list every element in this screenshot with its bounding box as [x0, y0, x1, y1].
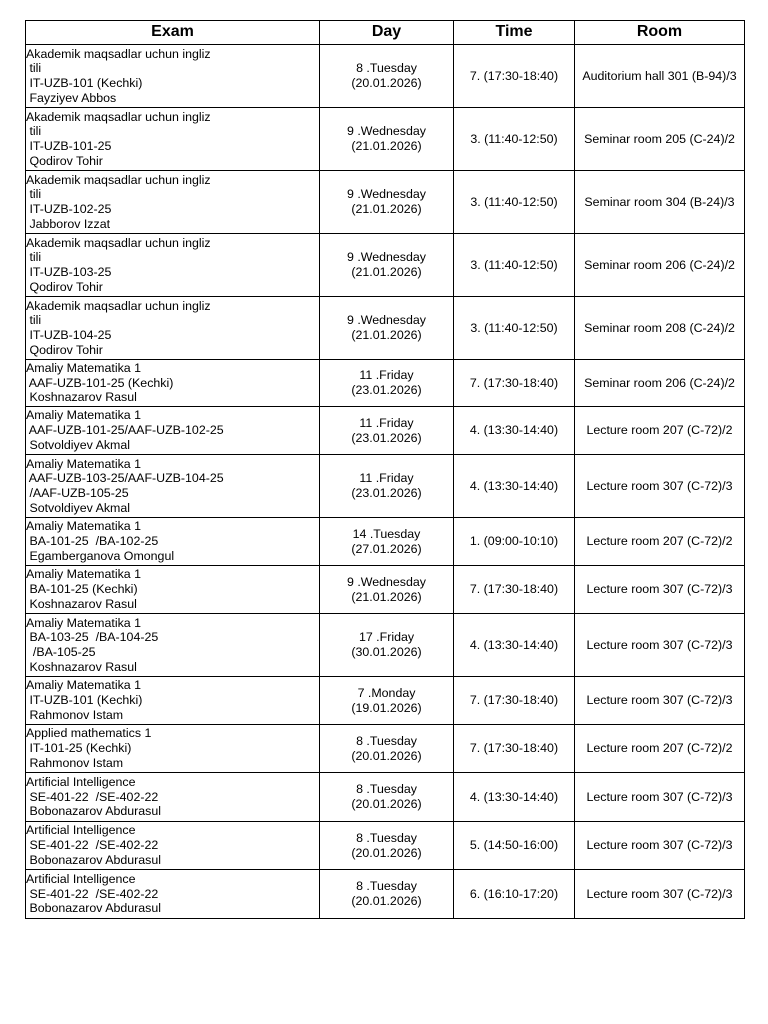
day-weekday: 8 .Tuesday — [356, 830, 417, 845]
day-date: (20.01.2026) — [351, 797, 422, 811]
day-weekday: 8 .Tuesday — [356, 782, 417, 797]
cell-time: 7. (17:30-18:40) — [454, 677, 575, 725]
table-row — [26, 234, 745, 297]
exam-line: Akademik maqsadlar uchun ingliz — [26, 298, 211, 313]
exam-line: SE-401-22 /SE-402-22 — [26, 886, 159, 901]
cell-time: 4. (13:30-14:40) — [454, 455, 575, 518]
cell-day — [320, 614, 454, 677]
exam-line: Rahmonov Istam — [26, 755, 124, 770]
cell-time: 6. (16:10-17:20) — [454, 870, 575, 919]
exam-schedule-table — [25, 20, 745, 919]
cell-day — [320, 45, 454, 108]
day-date: (23.01.2026) — [351, 430, 422, 445]
exam-line: BA-103-25 /BA-104-25 — [26, 630, 159, 645]
cell-time: 4. (13:30-14:40) — [454, 614, 575, 677]
exam-line: Sotvoldiyev Akmal — [26, 437, 130, 452]
cell-time: 1. (09:00-10:10) — [454, 518, 575, 566]
exam-line: Artificial Intelligence — [26, 871, 136, 886]
exam-line: SE-401-22 /SE-402-22 — [26, 789, 159, 804]
cell-room: Lecture room 307 (C-72)/3 — [575, 870, 745, 919]
cell-room: Seminar room 208 (C-24)/2 — [575, 297, 745, 360]
cell-exam — [26, 297, 320, 360]
table-row — [26, 171, 745, 234]
table-row — [26, 518, 745, 566]
table-row — [26, 677, 745, 725]
day-weekday: 7 .Monday — [357, 685, 416, 700]
day-date: (23.01.2026) — [351, 486, 422, 500]
cell-day — [320, 677, 454, 725]
exam-line: Akademik maqsadlar uchun ingliz — [26, 235, 211, 250]
exam-line: Amaliy Matematika 1 — [26, 678, 141, 693]
exam-line: Amaliy Matematika 1 — [26, 615, 141, 630]
day-weekday: 8 .Tuesday — [356, 61, 417, 76]
cell-day — [320, 870, 454, 919]
exam-line: tili — [26, 250, 42, 265]
day-date: (21.01.2026) — [351, 202, 422, 216]
table-row — [26, 773, 745, 822]
cell-day — [320, 171, 454, 234]
cell-time: 7. (17:30-18:40) — [454, 725, 575, 773]
cell-day — [320, 108, 454, 171]
cell-time: 3. (11:40-12:50) — [454, 234, 575, 297]
cell-time: 7. (17:30-18:40) — [454, 45, 575, 108]
cell-room: Seminar room 206 (C-24)/2 — [575, 360, 745, 407]
day-date: (19.01.2026) — [351, 700, 422, 715]
exam-line: tili — [26, 187, 42, 202]
exam-line: Bobonazarov Abdurasul — [26, 901, 162, 916]
day-date: (30.01.2026) — [351, 645, 422, 659]
day-weekday: 9 .Wednesday — [347, 313, 426, 328]
exam-line: BA-101-25 /BA-102-25 — [26, 534, 159, 549]
exam-line: AAF-UZB-101-25 (Kechki) — [26, 375, 174, 390]
table-header-row — [26, 21, 745, 45]
exam-line: Artificial Intelligence — [26, 774, 136, 789]
day-date: (20.01.2026) — [351, 748, 422, 763]
day-date: (21.01.2026) — [351, 328, 422, 342]
day-date: (27.01.2026) — [351, 541, 422, 556]
table-body — [26, 45, 745, 919]
exam-line: Koshnazarov Rasul — [26, 659, 137, 674]
cell-day — [320, 407, 454, 455]
day-date: (21.01.2026) — [351, 265, 422, 279]
exam-line: IT-UZB-101 (Kechki) — [26, 76, 143, 90]
cell-exam — [26, 234, 320, 297]
exam-line: IT-UZB-101 (Kechki) — [26, 693, 143, 708]
exam-line: Amaliy Matematika 1 — [26, 408, 141, 423]
cell-room: Lecture room 307 (C-72)/3 — [575, 566, 745, 614]
exam-line: Koshnazarov Rasul — [26, 596, 137, 611]
cell-time: 3. (11:40-12:50) — [454, 171, 575, 234]
cell-day — [320, 773, 454, 822]
cell-exam — [26, 870, 320, 919]
day-weekday: 14 .Tuesday — [352, 526, 421, 541]
exam-line: Amaliy Matematika 1 — [26, 360, 141, 375]
day-weekday: 17 .Friday — [358, 630, 415, 645]
table-row — [26, 108, 745, 171]
exam-line: AAF-UZB-103-25/AAF-UZB-104-25 — [26, 471, 224, 486]
exam-line: /BA-105-25 — [26, 645, 96, 659]
exam-line: Koshnazarov Rasul — [26, 390, 137, 405]
cell-time: 3. (11:40-12:50) — [454, 108, 575, 171]
table-row — [26, 614, 745, 677]
cell-exam — [26, 725, 320, 773]
day-weekday: 9 .Wednesday — [347, 124, 426, 139]
cell-exam — [26, 773, 320, 822]
exam-line: IT-UZB-104-25 — [26, 328, 112, 342]
cell-time: 5. (14:50-16:00) — [454, 822, 575, 870]
cell-time: 3. (11:40-12:50) — [454, 297, 575, 360]
exam-line: Fayziyev Abbos — [26, 90, 117, 105]
cell-room: Lecture room 307 (C-72)/3 — [575, 455, 745, 518]
cell-room: Lecture room 307 (C-72)/3 — [575, 614, 745, 677]
cell-day — [320, 360, 454, 407]
exam-line: Rahmonov Istam — [26, 707, 124, 722]
table-row — [26, 725, 745, 773]
cell-day — [320, 725, 454, 773]
day-date: (21.01.2026) — [351, 589, 422, 604]
exam-line: IT-101-25 (Kechki) — [26, 741, 132, 756]
cell-room: Seminar room 205 (C-24)/2 — [575, 108, 745, 171]
cell-time: 7. (17:30-18:40) — [454, 566, 575, 614]
cell-day — [320, 455, 454, 518]
header-time: Time — [454, 21, 575, 45]
cell-room: Lecture room 207 (C-72)/2 — [575, 725, 745, 773]
day-weekday: 8 .Tuesday — [356, 733, 417, 748]
cell-exam — [26, 822, 320, 870]
header-day: Day — [320, 21, 454, 45]
exam-line: Akademik maqsadlar uchun ingliz — [26, 46, 211, 61]
table-row — [26, 297, 745, 360]
cell-day — [320, 234, 454, 297]
table-row — [26, 455, 745, 518]
cell-time: 4. (13:30-14:40) — [454, 407, 575, 455]
exam-line: IT-UZB-102-25 — [26, 202, 112, 216]
cell-room: Lecture room 307 (C-72)/3 — [575, 773, 745, 822]
header-exam: Exam — [26, 21, 320, 45]
cell-room: Lecture room 307 (C-72)/3 — [575, 677, 745, 725]
cell-day — [320, 518, 454, 566]
day-date: (20.01.2026) — [351, 76, 422, 90]
day-date: (23.01.2026) — [351, 383, 422, 397]
cell-time: 4. (13:30-14:40) — [454, 773, 575, 822]
exam-line: Qodirov Tohir — [26, 279, 103, 294]
exam-line: tili — [26, 61, 42, 76]
cell-exam — [26, 566, 320, 614]
day-date: (20.01.2026) — [351, 894, 422, 908]
table-row — [26, 407, 745, 455]
day-weekday: 11 .Friday — [359, 368, 414, 383]
cell-exam — [26, 518, 320, 566]
day-weekday: 9 .Wednesday — [347, 187, 426, 202]
day-date: (21.01.2026) — [351, 139, 422, 153]
cell-exam — [26, 171, 320, 234]
cell-day — [320, 566, 454, 614]
header-room: Room — [575, 21, 745, 45]
exam-line: Bobonazarov Abdurasul — [26, 852, 162, 867]
day-weekday: 11 .Friday — [359, 415, 414, 430]
exam-line: Jabborov Izzat — [26, 216, 111, 231]
exam-line: IT-UZB-101-25 — [26, 139, 112, 153]
cell-exam — [26, 677, 320, 725]
day-weekday: 9 .Wednesday — [347, 574, 426, 589]
exam-line: Amaliy Matematika 1 — [26, 456, 141, 471]
cell-room: Auditorium hall 301 (B-94)/3 — [575, 45, 745, 108]
exam-line: Bobonazarov Abdurasul — [26, 804, 162, 819]
exam-line: Qodirov Tohir — [26, 153, 103, 168]
cell-exam — [26, 45, 320, 108]
cell-room: Seminar room 206 (C-24)/2 — [575, 234, 745, 297]
exam-line: SE-401-22 /SE-402-22 — [26, 838, 159, 853]
exam-line: BA-101-25 (Kechki) — [26, 582, 138, 597]
cell-exam — [26, 614, 320, 677]
exam-line: Artificial Intelligence — [26, 823, 136, 838]
exam-line: Egamberganova Omongul — [26, 548, 175, 563]
cell-day — [320, 822, 454, 870]
table-row — [26, 360, 745, 407]
exam-line: AAF-UZB-101-25/AAF-UZB-102-25 — [26, 423, 224, 438]
cell-exam — [26, 455, 320, 518]
exam-line: tili — [26, 313, 42, 328]
day-weekday: 8 .Tuesday — [356, 879, 417, 894]
table-row — [26, 870, 745, 919]
table-row — [26, 822, 745, 870]
table-row — [26, 566, 745, 614]
cell-room: Lecture room 207 (C-72)/2 — [575, 518, 745, 566]
cell-room: Lecture room 207 (C-72)/2 — [575, 407, 745, 455]
exam-line: Amaliy Matematika 1 — [26, 567, 141, 582]
cell-exam — [26, 360, 320, 407]
cell-exam — [26, 108, 320, 171]
day-weekday: 11 .Friday — [359, 471, 414, 486]
exam-line: Akademik maqsadlar uchun ingliz — [26, 109, 211, 124]
exam-line: IT-UZB-103-25 — [26, 265, 112, 279]
cell-room: Seminar room 304 (B-24)/3 — [575, 171, 745, 234]
exam-line: Applied mathematics 1 — [26, 726, 152, 741]
table-row — [26, 45, 745, 108]
exam-line: tili — [26, 124, 42, 139]
exam-line: /AAF-UZB-105-25 — [26, 486, 129, 500]
cell-day — [320, 297, 454, 360]
cell-exam — [26, 407, 320, 455]
exam-line: Amaliy Matematika 1 — [26, 519, 141, 534]
cell-room: Lecture room 307 (C-72)/3 — [575, 822, 745, 870]
exam-line: Sotvoldiyev Akmal — [26, 500, 130, 515]
day-date: (20.01.2026) — [351, 845, 422, 860]
exam-line: Qodirov Tohir — [26, 342, 103, 357]
cell-time: 7. (17:30-18:40) — [454, 360, 575, 407]
exam-line: Akademik maqsadlar uchun ingliz — [26, 172, 211, 187]
day-weekday: 9 .Wednesday — [347, 250, 426, 265]
